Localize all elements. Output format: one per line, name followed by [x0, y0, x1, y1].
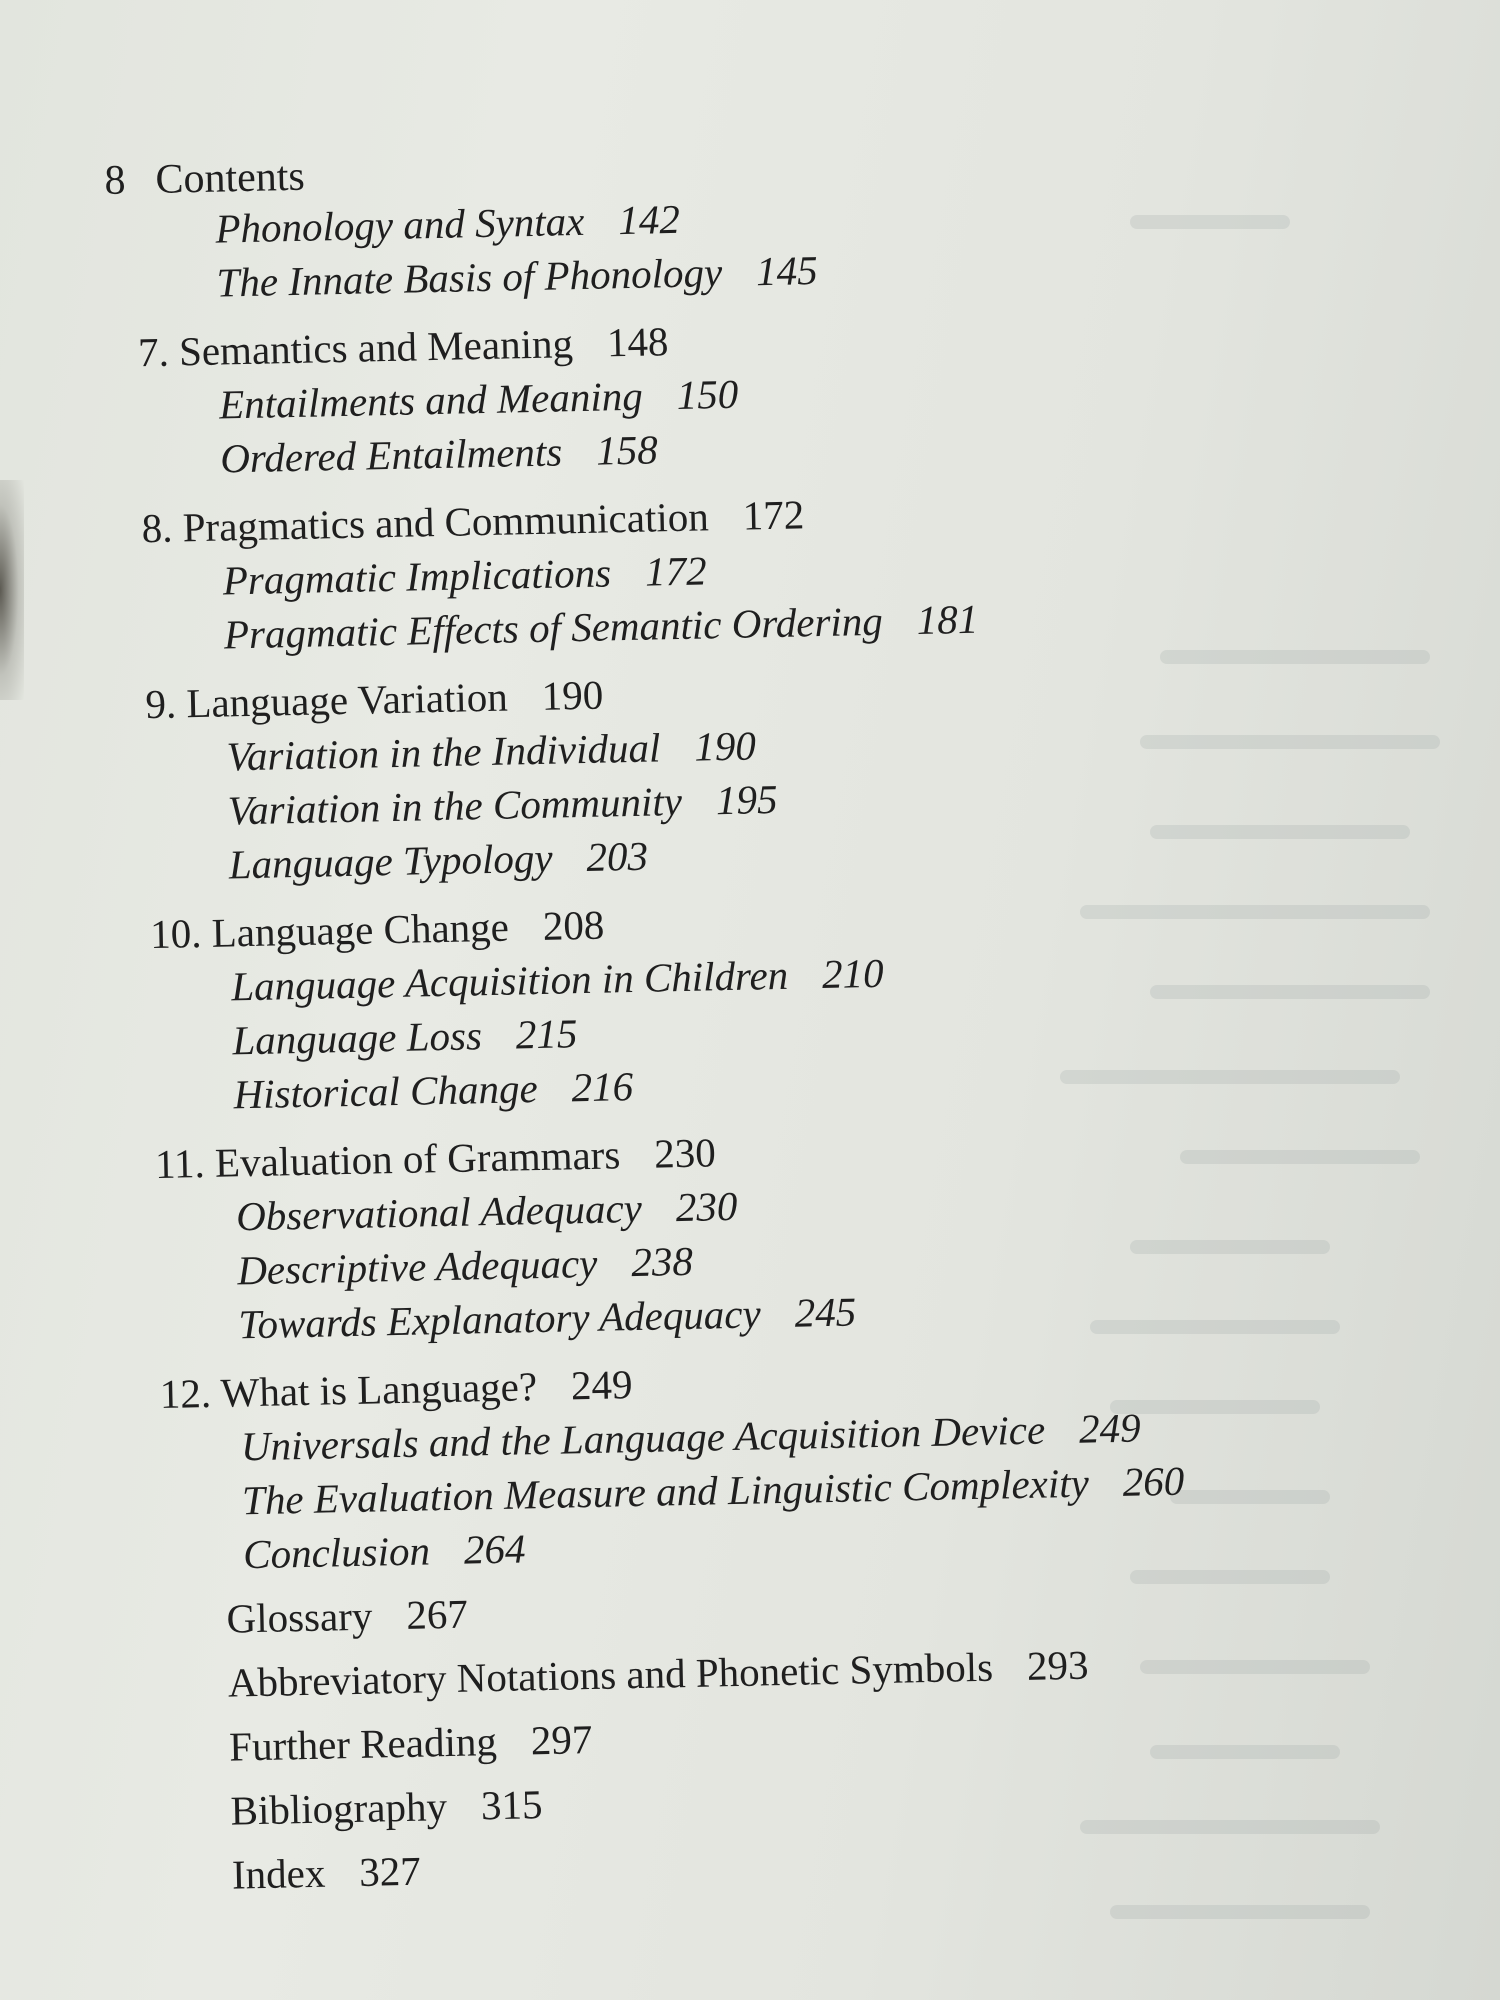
toc-entry-title: Ordered Entailments — [219, 428, 563, 482]
toc-entry-title: Pragmatic Effects of Semantic Ordering — [223, 597, 884, 658]
toc-entry-title: Index — [231, 1849, 326, 1898]
toc-entry-page: 150 — [676, 370, 739, 418]
toc-entry-title: Conclusion — [242, 1527, 431, 1578]
toc-entry-chapter — [138, 316, 669, 377]
toc-entry-page: 145 — [755, 247, 819, 295]
toc-entry-sub — [227, 774, 778, 836]
toc-entry-sub — [222, 545, 707, 605]
toc-entry-title: Further Reading — [228, 1718, 498, 1770]
toc-entry-chapter — [150, 900, 605, 959]
toc-entry-page: 172 — [742, 491, 805, 539]
toc-entry-sub — [215, 194, 680, 254]
toc-entry-title: 11. Evaluation of Grammars — [154, 1131, 621, 1188]
toc-entry-sub — [223, 594, 978, 660]
toc-entry-sub — [233, 1061, 634, 1119]
toc-entry-title: Pragmatic Implications — [222, 549, 612, 604]
toc-entry-title: 8. Pragmatics and Communication — [141, 493, 710, 552]
toc-entry-sub — [219, 369, 739, 430]
toc-entry-title: 10. Language Change — [149, 903, 510, 958]
toc-entry-sub — [228, 831, 648, 890]
toc-entry-sub — [231, 948, 884, 1012]
toc-entry-title: Language Loss — [231, 1012, 483, 1064]
toc-entry-page: 297 — [530, 1716, 593, 1764]
toc-entry-sub — [220, 424, 658, 483]
toc-entry-page: 172 — [644, 547, 708, 595]
toc-entry-title: Universals and the Language Acquisition Device — [240, 1406, 1046, 1470]
toc-entry-page: 210 — [821, 949, 885, 998]
toc-entry-title: Language Typology — [228, 834, 553, 888]
toc-entry-page: 327 — [358, 1847, 422, 1895]
toc-entry-title: Abbreviatory Notations and Phonetic Symbols — [227, 1643, 994, 1706]
toc-entry-page: 249 — [1078, 1404, 1142, 1452]
toc-entry-sub — [237, 1236, 694, 1296]
toc-entry-page: 148 — [606, 318, 669, 366]
toc-entry-back — [229, 1714, 593, 1772]
toc-entry-sub — [243, 1523, 526, 1579]
toc-entry-title: The Innate Basis of Phonology — [216, 249, 723, 306]
toc-entry-title: 9. Language Variation — [144, 673, 509, 728]
toc-entry-page: 142 — [617, 195, 681, 244]
toc-entry-title: 12. What is Language? — [159, 1363, 538, 1418]
toc-entry-page: 315 — [480, 1781, 543, 1829]
toc-entry-back — [226, 1589, 468, 1644]
running-head — [104, 152, 305, 206]
toc-entry-chapter — [155, 1127, 717, 1189]
toc-entry-page: 190 — [541, 671, 604, 719]
toc-entry-page: 260 — [1122, 1457, 1185, 1505]
toc-entry-page: 195 — [715, 775, 778, 824]
toc-entry-title: Variation in the Community — [227, 777, 683, 834]
toc-entry-page: 249 — [570, 1361, 633, 1409]
toc-entry-chapter — [159, 1359, 633, 1419]
toc-entry-sub — [232, 1008, 578, 1065]
toc-entry-title: Glossary — [226, 1592, 373, 1642]
toc-entry-chapter — [141, 489, 804, 553]
toc-entry-sub — [236, 1181, 738, 1241]
toc-entry-back — [227, 1640, 1089, 1708]
toc-entry-page: 216 — [571, 1063, 634, 1111]
toc-entry-sub — [238, 1286, 857, 1349]
toc-entry-page: 267 — [405, 1590, 469, 1638]
toc-entry-page: 181 — [916, 595, 979, 643]
toc-entry-page: 215 — [515, 1010, 578, 1058]
toc-entry-sub — [216, 245, 818, 308]
toc-entry-page: 158 — [595, 426, 659, 474]
toc-entry-page: 230 — [653, 1129, 717, 1177]
toc-entry-title: Bibliography — [230, 1783, 448, 1834]
toc-entry-page: 293 — [1026, 1641, 1089, 1689]
toc-entry-page: 264 — [463, 1525, 526, 1573]
toc-entry-page: 190 — [693, 722, 757, 770]
toc-entry-title: Phonology and Syntax — [214, 197, 585, 252]
toc-entry-title: Variation in the Individual — [226, 724, 661, 780]
toc-entry-chapter — [145, 670, 604, 730]
toc-entry-title: 7. Semantics and Meaning — [137, 320, 574, 376]
toc-entry-page: 230 — [675, 1182, 738, 1231]
toc-entry-sub — [226, 720, 756, 781]
toc-entry-title: The Evaluation Measure and Linguistic Complexity — [241, 1459, 1090, 1524]
toc-entry-title: Descriptive Adequacy — [236, 1239, 598, 1294]
toc-entry-title: Language Acquisition in Children — [230, 951, 789, 1010]
toc-entry-title: Historical Change — [233, 1065, 539, 1118]
toc-entry-back — [231, 1846, 421, 1900]
toc-entry-page: 203 — [586, 832, 649, 880]
running-head-title: Contents — [154, 153, 306, 203]
running-head-page-number: 8 — [103, 157, 126, 204]
toc-entry-title: Entailments and Meaning — [218, 372, 644, 428]
toc-entry-page: 208 — [542, 901, 605, 949]
toc-entry-back — [230, 1779, 543, 1836]
toc-entry-title: Observational Adequacy — [235, 1184, 643, 1240]
toc-entry-title: Towards Explanatory Adequacy — [237, 1290, 762, 1348]
toc-entry-page: 245 — [794, 1288, 857, 1336]
toc-entry-page: 238 — [630, 1237, 694, 1286]
